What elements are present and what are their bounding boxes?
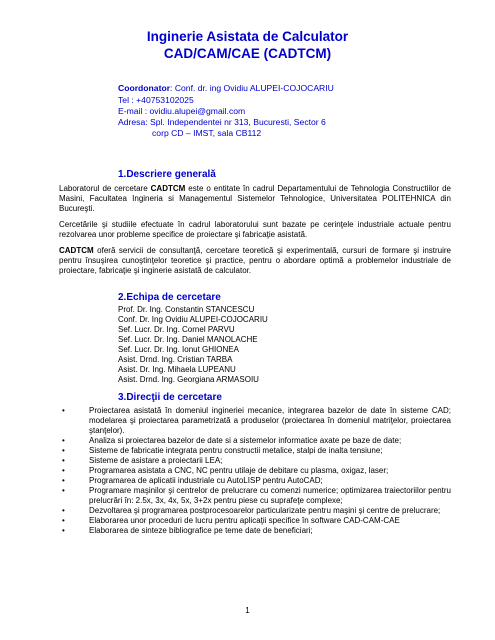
contact-address: Adresa: Spl. Independentei nr 313, Bucuresti, Sector 6 — [118, 117, 326, 127]
bullet-icon: • — [62, 506, 65, 515]
list-item-text: Proiectarea asistată în domeniul ingineriei mecanice, integrarea bazelor de date în sisteme CAD; modelarea şi proiectarea parametrizată a produselor (proiectarea în domeniul matriţelor, proiectarea ştanţelor). — [89, 406, 451, 435]
team-list — [118, 305, 268, 385]
list-item-text: Elaborarea unor proceduri de lucru pentru aplicaţii specifice în software CAD-CAM-CAE — [89, 516, 400, 525]
contact-email: E-mail : ovidiu.alupei@gmail.com — [118, 106, 246, 116]
list-item-text: Analiza si proiectarea bazelor de date si a sistemelor informatice axate pe baze de date; — [89, 436, 402, 445]
list-item — [59, 456, 451, 466]
contact-phone: Tel : +40753102025 — [118, 95, 194, 105]
list-item — [59, 466, 451, 476]
list-item-text: Elaborarea de sinteze bibliografice pe teme date de beneficiari; — [89, 526, 313, 535]
team-member: Prof. Dr. Ing. Constantin STANCESCU — [118, 305, 255, 314]
coordinator-label: Coordonator — [118, 83, 171, 93]
list-item — [59, 446, 451, 456]
bullet-icon: • — [62, 476, 65, 485]
team-member: Sef. Lucr. Dr. Ing. Ionut GHIONEA — [118, 345, 239, 354]
research-directions-list — [59, 406, 451, 536]
list-item-text: Dezvoltarea şi programarea postprocesoarelor particularizate pentru maşini şi centre de prelucrare; — [89, 506, 441, 515]
team-member: Sef. Lucr. Dr. Ing. Daniel MANOLACHE — [118, 335, 258, 344]
bullet-icon: • — [62, 456, 65, 465]
lab-name: CADTCM — [59, 246, 94, 255]
lab-name: CADTCM — [150, 184, 186, 193]
bullet-icon: • — [62, 406, 65, 415]
bullet-icon: • — [62, 516, 65, 525]
list-item-text: Sisteme de fabricatie integrata pentru constructii metalice, stalpi de inalta tensiune; — [89, 446, 383, 455]
team-member: Asist. Drnd. Ing. Cristian TARBA — [118, 355, 233, 364]
page-number: 1 — [245, 606, 250, 615]
bullet-icon: • — [62, 486, 65, 495]
list-item-text: Programarea asistata a CNC, NC pentru utilaje de debitare cu plasma, oxigaz, laser; — [89, 466, 389, 475]
section-heading-team: 2.Echipa de cercetare — [118, 292, 221, 303]
bullet-icon: • — [62, 466, 65, 475]
list-item — [59, 526, 451, 536]
list-item — [59, 506, 451, 516]
list-item — [59, 406, 451, 436]
list-item-text: Sisteme de asistare a proiectarii LEA; — [89, 456, 223, 465]
text-span: Laboratorul de cercetare — [59, 184, 151, 193]
list-item — [59, 516, 451, 526]
document-title-line1: Inginerie Asistata de Calculator — [146, 29, 349, 44]
description-paragraph-2: Cercetările şi studiile efectuate în cadrul laboratorului sunt bazate pe cerinţele industriale actuale pentru rezolvarea unor probleme specifice de proiectare şi fabricaţie asistată. — [59, 220, 451, 239]
bullet-icon: • — [62, 526, 65, 535]
team-member: Sef. Lucr. Dr. Ing. Cornel PARVU — [118, 325, 235, 334]
description-paragraph-1 — [59, 184, 451, 214]
list-item — [59, 486, 451, 506]
section-heading-research: 3.Direcţii de cercetare — [118, 392, 222, 403]
team-member: Conf. Dr. Ing Ovidiu ALUPEI-COJOCARIU — [118, 315, 268, 324]
list-item-text: Programare maşinilor şi centrelor de prelucrare cu comenzi numerice; optimizarea traiectoriilor pentru prelucrări în: 2.5x, 3x, 4x, 5x, 3+2x pentru piese cu suprafeţe complexe; — [89, 486, 451, 505]
list-item — [59, 436, 451, 446]
bullet-icon: • — [62, 436, 65, 445]
team-member: Asist. Dr. Ing. Mihaela LUPEANU — [118, 365, 236, 374]
document-title-line2: CAD/CAM/CAE (CADTCM) — [163, 46, 332, 61]
bullet-icon: • — [62, 446, 65, 455]
coordinator-line — [118, 83, 334, 94]
list-item — [59, 476, 451, 486]
text-span: oferă servicii de consultanţă, cercetare teoretică şi experimentală, cursuri de formare şi instruire pentru însuşirea cunoştinţelor teoretice şi practice, pentru o abordare optimă a problemelor industriale de proiectare, fabricaţie şi inginerie asistată de calculator. — [59, 246, 451, 275]
text-span: este o entitate în cadrul Departamentului de Tehnologia Constructiilor de Masini, Facultatea Ingineria si Managementul Sistemelor Tehnologice, Universitatea POLITEHNICA din Bucureşti. — [59, 184, 452, 213]
coordinator-value: : Conf. dr. ing Ovidiu ALUPEI-COJOCARIU — [170, 83, 334, 93]
section-heading-description: 1.Descriere generală — [118, 169, 216, 180]
team-member: Asist. Drnd. Ing. Georgiana ARMASOIU — [118, 375, 259, 384]
contact-address-building: corp CD – IMST, sala CB112 — [152, 128, 262, 138]
description-paragraph-3 — [59, 246, 451, 276]
list-item-text: Programarea de aplicatii industriale cu AutoLISP pentru AutoCAD; — [89, 476, 323, 485]
